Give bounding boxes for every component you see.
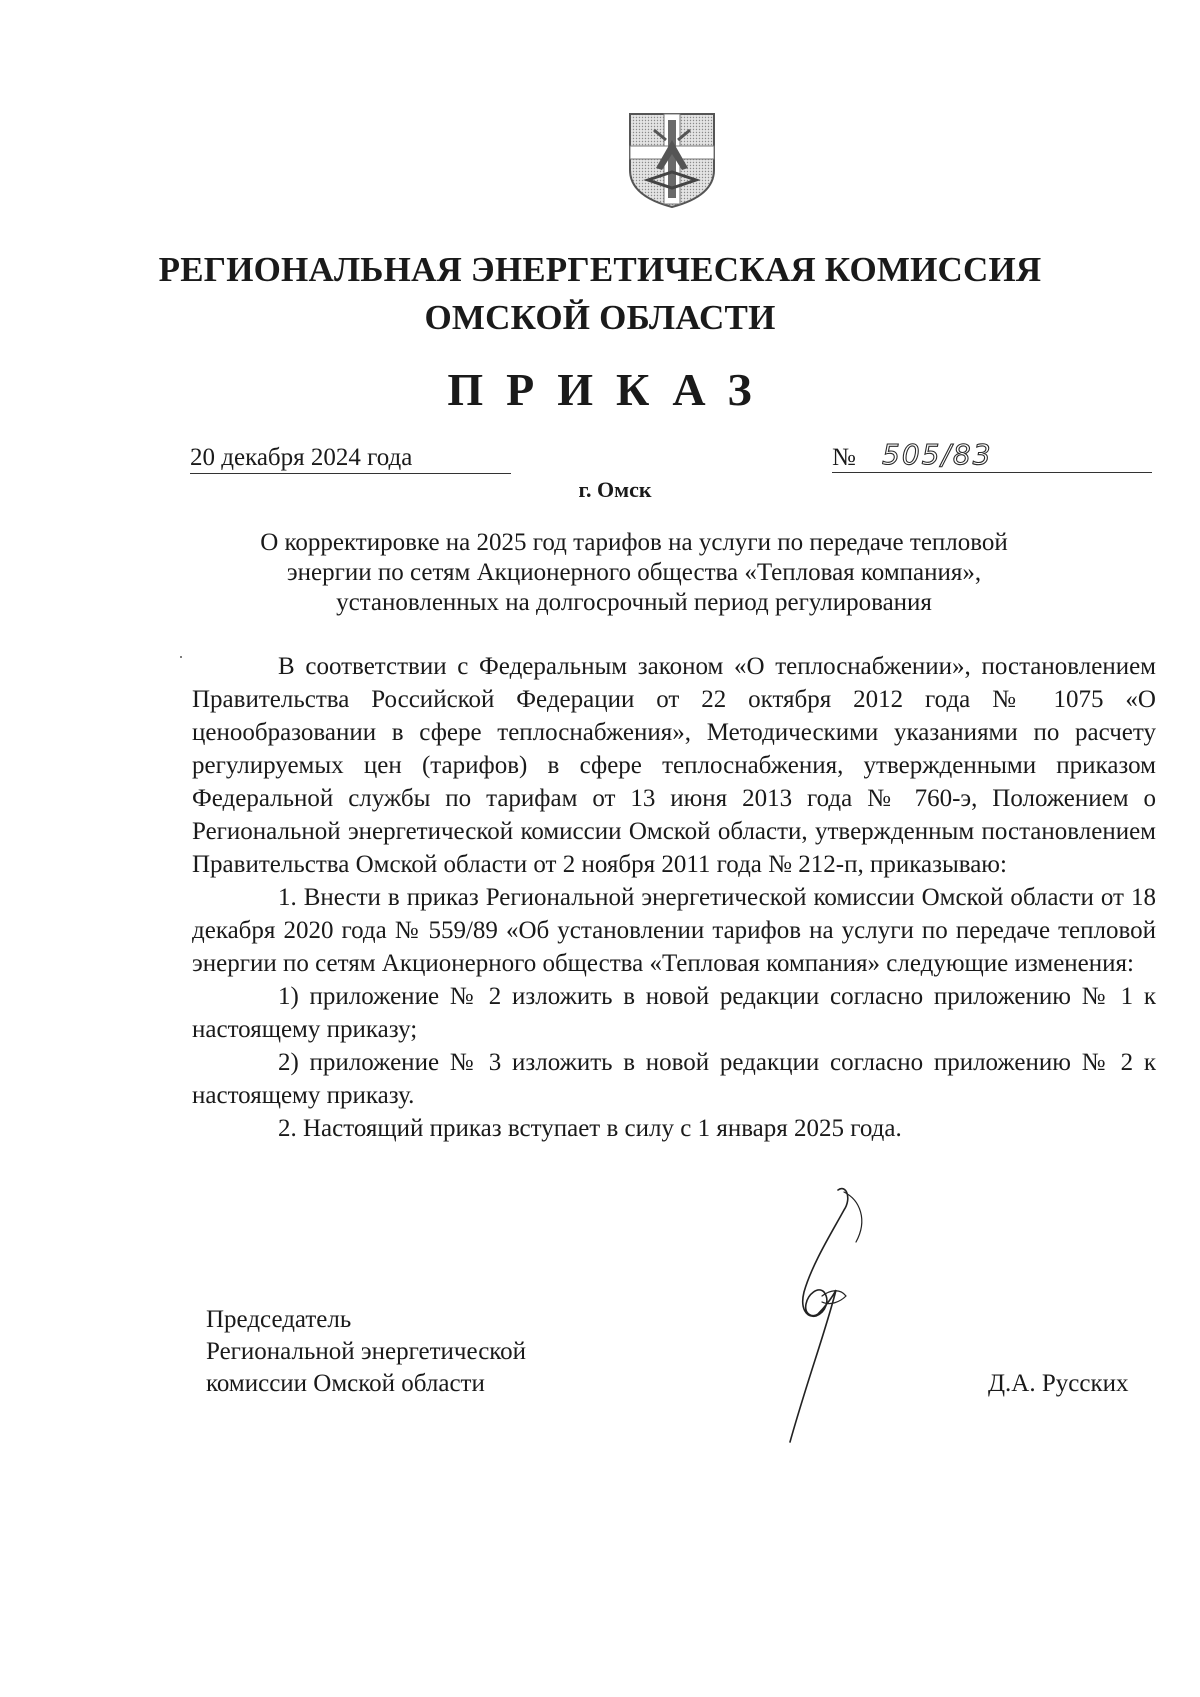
signature-title-line: Председатель (206, 1306, 352, 1333)
body-item-1: 1. Внести в приказ Региональной энергетической комиссии Омской области от 18 декабря 2020 года № 559/89 «Об установлении тарифов на услуги по передаче тепловой энергии по сетям Акционерного общества «Тепловая компания» следующие изменения: (192, 884, 1156, 977)
subject-line: О корректировке на 2025 год тарифов на услуги по передаче тепловой (260, 529, 1008, 556)
subject-line: установленных на долгосрочный период регулирования (336, 589, 932, 616)
svg-text:505/83: 505/83 (882, 438, 993, 471)
subject-line: энергии по сетям Акционерного общества «Тепловая компания», (286, 559, 982, 586)
document-body (192, 650, 1156, 1145)
document-subject (150, 528, 1118, 618)
document-city: г. Омск (578, 477, 652, 502)
body-paragraph-preamble: В соответствии с Федеральным законом «О теплоснабжении», постановлением Правительства Российской Федерации от 22 октября 2012 года № 1075 «О ценообразовании в сфере теплоснабжения», Методическими указаниями по расчету регулируемых цен (тарифов) в сфере теплоснабжения, утвержденными приказом Федеральной службы по тарифам от 13 июня 2013 года № 760-э, Положением о Региональной энергетической комиссии Омской области, утвержденным постановлением Правительства Омской области от 2 ноября 2011 года № 212-п, приказываю: (192, 653, 1156, 878)
organization-name-line-2: ОМСКОЙ ОБЛАСТИ (424, 298, 776, 337)
document-date: 20 декабря 2024 года (190, 443, 511, 474)
document-number-handwritten (878, 434, 1018, 476)
document-number-label: № (832, 444, 856, 471)
scan-speck (180, 656, 182, 658)
signature-title-line: комиссии Омской области (206, 1370, 485, 1397)
omsk-coat-of-arms-icon (626, 110, 718, 210)
signature-title-block (206, 1304, 526, 1400)
body-item-2: 2. Настоящий приказ вступает в силу с 1 января 2025 года. (278, 1115, 902, 1142)
body-subitem-1: 1) приложение № 2 изложить в новой редакции согласно приложению № 1 к настоящему приказу; (192, 983, 1156, 1043)
signatory-name: Д.А. Русских (988, 1370, 1129, 1397)
document-type-title: ПРИКАЗ (447, 364, 775, 415)
handwritten-signature (760, 1180, 920, 1460)
signature-title-line: Региональной энергетической (206, 1338, 527, 1365)
body-subitem-2: 2) приложение № 3 изложить в новой редакции согласно приложению № 2 к настоящему приказу. (192, 1049, 1156, 1109)
organization-name-line-1: РЕГИОНАЛЬНАЯ ЭНЕРГЕТИЧЕСКАЯ КОМИССИЯ (158, 250, 1042, 289)
